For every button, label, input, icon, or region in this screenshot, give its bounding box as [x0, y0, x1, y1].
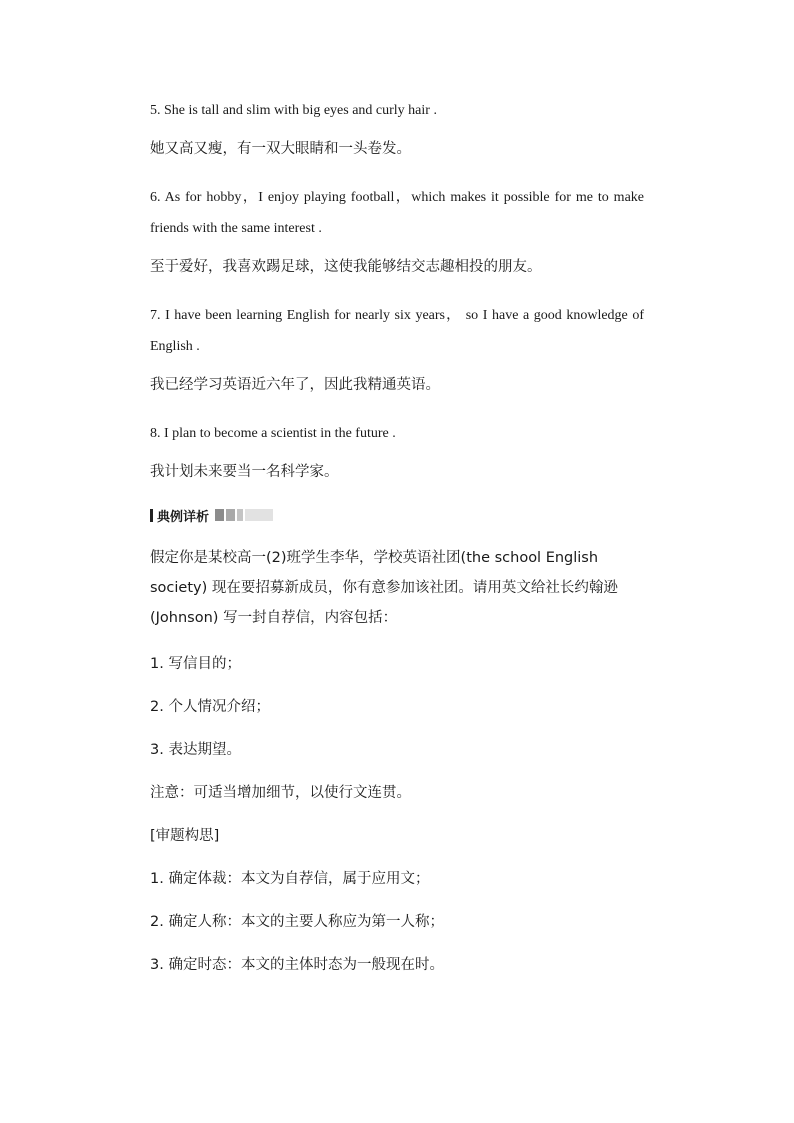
- sentence-5-zh: 她又高又瘦，有一双大眼睛和一头卷发。: [150, 141, 411, 157]
- section-heading: [150, 505, 644, 525]
- section-bar-icon: [150, 509, 153, 522]
- note: 注意：可适当增加细节，以使行文连贯。: [150, 785, 411, 801]
- sentence-6-zh: 至于爱好，我喜欢踢足球，这使我能够结交志趣相投的朋友。: [150, 259, 542, 275]
- document-page: [150, 95, 644, 997]
- sentence-8-zh: 我计划未来要当一名科学家。: [150, 464, 339, 480]
- section-decoration-icon: [215, 509, 273, 521]
- analysis-item-1: 1. 确定体裁：本文为自荐信，属于应用文；: [150, 871, 430, 887]
- analysis-item-2: 2. 确定人称：本文的主要人称应为第一人称；: [150, 914, 444, 930]
- requirement-1: 1. 写信目的；: [150, 656, 241, 672]
- sentence-7-en: 7. I have been learning English for nearly six years， so I have a good knowledge of English .: [150, 308, 644, 354]
- writing-prompt: 假定你是某校高一(2)班学生李华，学校英语社团(the school English society) 现在要招募新成员，你有意参加该社团。请用英文给社长约翰逊(Johnson) 写一封自荐信，内容包括：: [150, 550, 618, 626]
- requirement-3: 3. 表达期望。: [150, 742, 241, 758]
- sentence-5-en: 5. She is tall and slim with big eyes and curly hair .: [150, 103, 437, 118]
- section-title: 典例详析: [157, 509, 210, 525]
- sentence-8-en: 8. I plan to become a scientist in the future .: [150, 426, 396, 441]
- analysis-title: [审题构思]: [150, 828, 220, 844]
- sentence-6-en: 6. As for hobby，I enjoy playing football，which makes it possible for me to make friends with the same interest .: [150, 190, 644, 236]
- requirement-2: 2. 个人情况介绍；: [150, 699, 270, 715]
- sentence-7-zh: 我已经学习英语近六年了，因此我精通英语。: [150, 377, 440, 393]
- analysis-item-3: 3. 确定时态：本文的主体时态为一般现在时。: [150, 957, 444, 973]
